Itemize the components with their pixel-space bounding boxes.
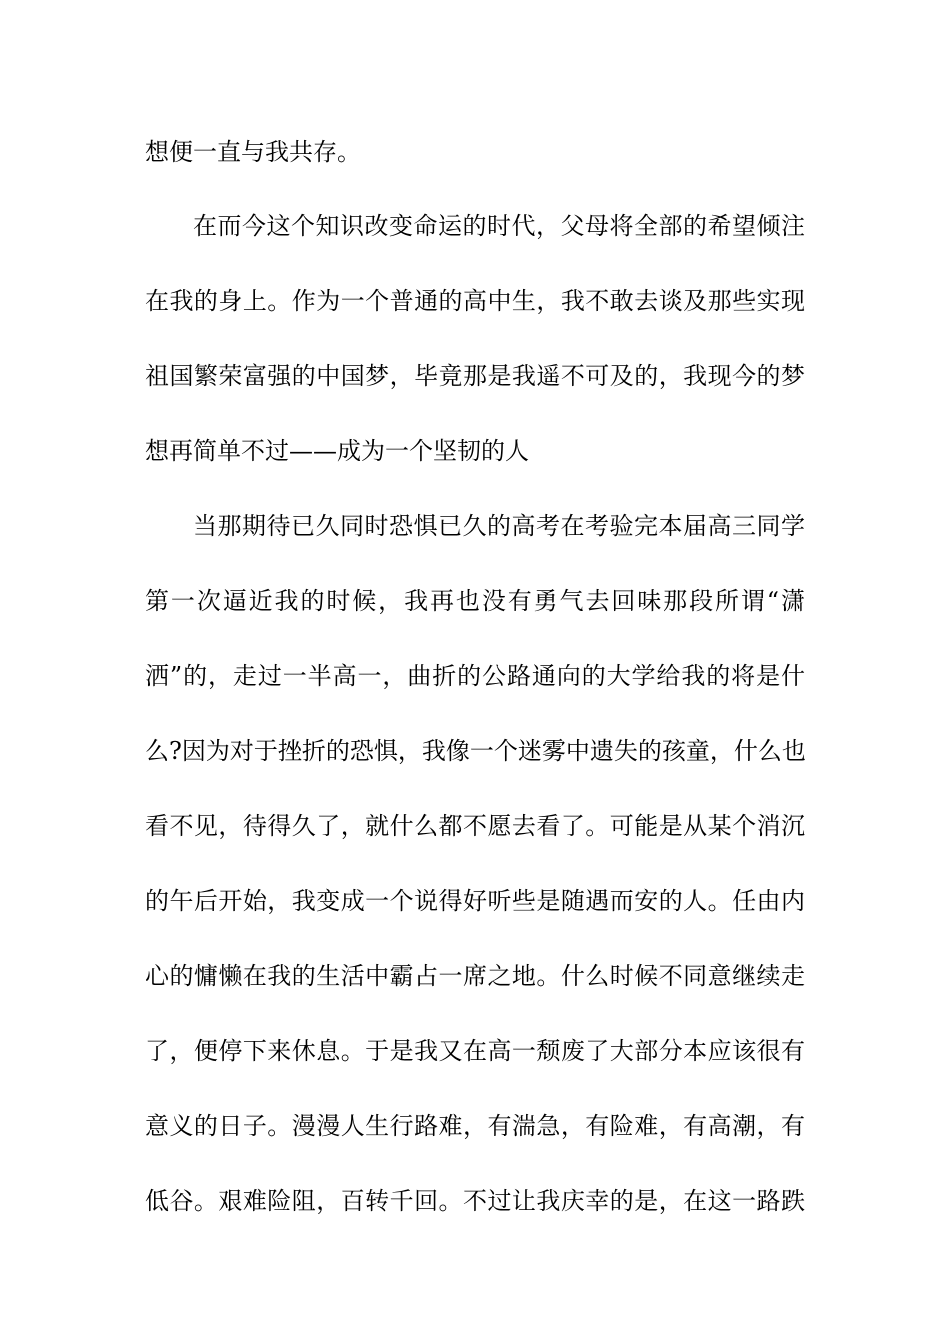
paragraph-3-line-8: 了，便停下来休息。于是我又在高一颓废了大部分本应该很有 — [145, 1037, 805, 1065]
paragraph-3-line-3: 洒”的，走过一半高一，曲折的公路通向的大学给我的将是什 — [145, 662, 805, 690]
text-line-1: 想便一直与我共存。 — [145, 138, 361, 166]
paragraph-2-line-4: 想再简单不过——成为一个坚韧的人 — [145, 437, 529, 465]
paragraph-3-line-2: 第一次逼近我的时候，我再也没有勇气去回味那段所谓“潇 — [145, 587, 805, 615]
paragraph-3-line-6: 的午后开始，我变成一个说得好听些是随遇而安的人。任由内 — [145, 887, 805, 915]
paragraph-3-line-7: 心的慵懒在我的生活中霸占一席之地。什么时候不同意继续走 — [145, 962, 805, 990]
paragraph-3-line-4: 么?因为对于挫折的恐惧，我像一个迷雾中遗失的孩童，什么也 — [145, 737, 806, 765]
paragraph-3-line-5: 看不见，待得久了，就什么都不愿去看了。可能是从某个消沉 — [145, 812, 805, 840]
paragraph-2-line-3: 祖国繁荣富强的中国梦，毕竟那是我遥不可及的，我现今的梦 — [145, 362, 805, 390]
paragraph-3-line-1: 当那期待已久同时恐惧已久的高考在考验完本届高三同学 — [193, 512, 805, 540]
paragraph-2-line-2: 在我的身上。作为一个普通的高中生，我不敢去谈及那些实现 — [145, 287, 805, 315]
paragraph-3-line-10: 低谷。艰难险阻，百转千回。不过让我庆幸的是，在这一路跌 — [145, 1187, 805, 1215]
paragraph-2-line-1: 在而今这个知识改变命运的时代，父母将全部的希望倾注 — [193, 212, 805, 240]
paragraph-3-line-9: 意义的日子。漫漫人生行路难，有湍急，有险难，有高潮，有 — [145, 1112, 805, 1140]
